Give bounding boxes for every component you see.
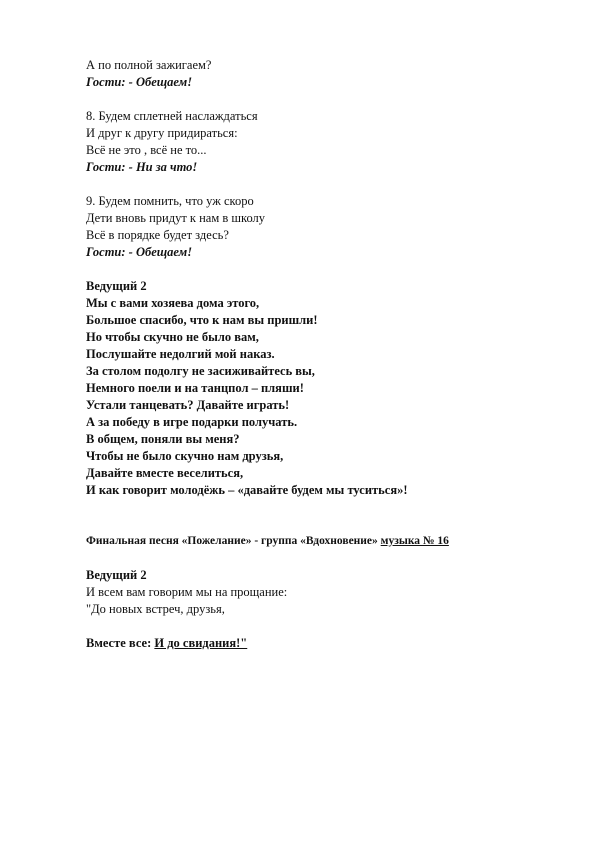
stanza9-line3: Всё в порядке будет здесь? [86,228,229,242]
final-song-line [86,533,566,550]
host-line: В общем, поняли вы меня? [86,432,240,446]
host-block2-line2: "До новых встреч, друзья, [86,602,225,616]
stanza8-line3: Всё не это , всё не то... [86,143,207,157]
stanza7-line1: А по полной зажигаем? [86,58,212,72]
document-content [86,57,566,652]
host-line: Мы с вами хозяева дома этого, [86,296,260,310]
together-text: И до свидания!" [154,636,248,650]
stanza9-line2: Дети вновь придут к нам в школу [86,211,266,225]
stanza7-guests-response: Гости: - Обещаем! [86,75,193,89]
host-line: Устали танцевать? Давайте играть! [86,398,290,412]
host-block2-line1: И всем вам говорим мы на прощание: [86,585,288,599]
host-line: За столом подолгу не засиживайтесь вы, [86,364,315,378]
together-label: Вместе все: [86,636,155,650]
host-line: И как говорит молодёжь – «давайте будем мы туситься»! [86,483,408,497]
host-block1-lines [86,295,566,499]
host-line: Давайте вместе веселиться, [86,466,244,480]
stanza8-line2: И друг к другу придираться: [86,126,238,140]
stanza8-guests-response: Гости: - Ни за что! [86,160,198,174]
stanza9-line1: 9. Будем помнить, что уж скоро [86,194,254,208]
host-line: Но чтобы скучно не было вам, [86,330,259,344]
stanza8-line1: 8. Будем сплетней наслаждаться [86,109,258,123]
final-song-text: Финальная песня «Пожелание» - группа «Вдохновение» [86,535,381,547]
host-line: Послушайте недолгий мой наказ. [86,347,275,361]
host-line: Немного поели и на танцпол – пляши! [86,381,304,395]
together-line [86,635,566,652]
host-block2-speaker: Ведущий 2 [86,568,147,582]
host-block1-speaker: Ведущий 2 [86,279,147,293]
stanza9-guests-response: Гости: - Обещаем! [86,245,193,259]
host-line: Большое спасибо, что к нам вы пришли! [86,313,318,327]
host-line: Чтобы не было скучно нам друзья, [86,449,284,463]
final-song-music: музыка № 16 [380,535,449,547]
host-line: А за победу в игре подарки получать. [86,415,298,429]
